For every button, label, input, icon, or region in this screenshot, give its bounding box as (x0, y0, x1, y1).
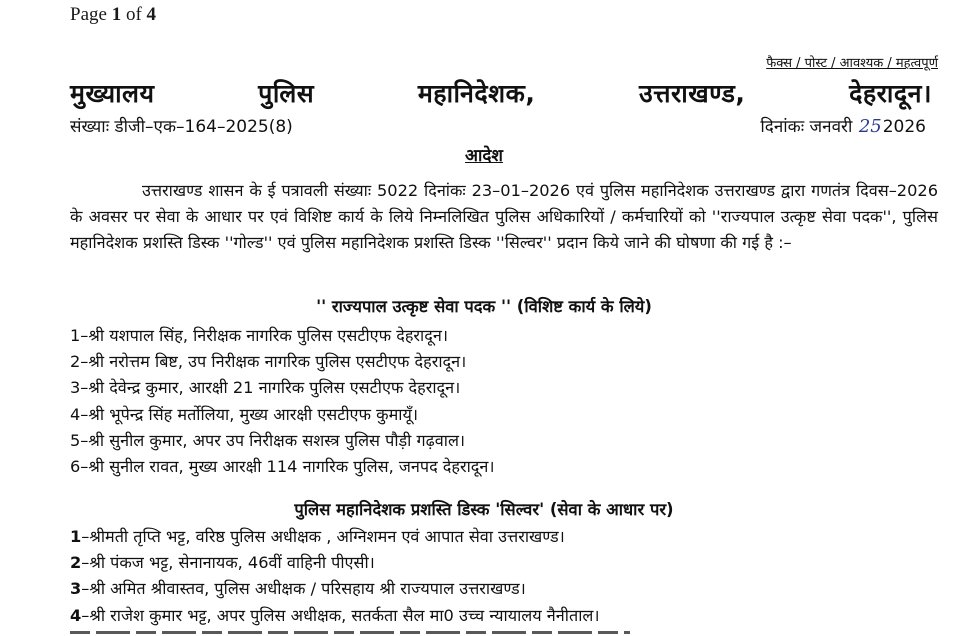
list-item (70, 603, 950, 629)
list-item-text: –श्री अमित श्रीवास्तव, पुलिस अधीक्षक / परिसहाय श्री राज्यपाल उत्तराखण्ड। (81, 579, 526, 599)
list-item: 5–श्री सुनील कुमार, अपर उप निरीक्षक सशस्त्र पुलिस पौड़ी गढ़वाल। (70, 430, 466, 450)
list-item-number: 2 (70, 553, 82, 573)
page-current: 1 (111, 4, 122, 25)
governor-medal-list (70, 323, 950, 480)
list-item-number: 1 (70, 527, 82, 546)
list-item-text: –श्रीमती तृप्ति भट्ट, वरिष्ठ पुलिस अधीक्षक , अग्निशमन एवं आपात सेवा उत्तराखण्ड। (81, 527, 565, 546)
letterhead-word-2: पुलिस (258, 79, 315, 108)
letterhead-word-3: महानिदेशक, (417, 79, 536, 108)
list-item (70, 550, 950, 576)
list-item-number: 4 (70, 605, 82, 625)
list-item: 3–श्री देवेन्द्र कुमार, आरक्षी 21 नागरिक पुलिस एसटीएफ देहरादून। (70, 378, 461, 398)
list-item (70, 576, 950, 602)
reference-number: संख्याः डीजी–एक–164–2025(8) (70, 117, 293, 137)
letterhead-word-1: मुख्यालय (70, 79, 155, 108)
list-item-text: –श्री पंकज भट्ट, सेनानायक, 46वीं वाहिनी पीएसी। (81, 553, 375, 573)
section-heading-silver-disc: पुलिस महानिदेशक प्रशस्ति डिस्क 'सिल्वर' (सेवा के आधार पर) (294, 500, 674, 519)
date-day-handwritten: 25 (858, 116, 882, 137)
cropped-next-line (70, 628, 630, 636)
list-item-text: –श्री राजेश कुमार भट्ट, अपर पुलिस अधीक्षक, सतर्कता सैल मा0 उच्च न्यायालय नैनीताल। (81, 605, 600, 625)
date-label: दिनांकः जनवरी (760, 117, 853, 137)
page-total: 4 (146, 4, 157, 25)
section-heading-governor-medal: '' राज्यपाल उत्कृष्ट सेवा पदक '' (विशिष्ट कार्य के लिये) (316, 297, 652, 316)
silver-disc-list (70, 524, 950, 629)
letterhead-word-5: देहरादून। (849, 79, 932, 108)
list-item-number: 3 (70, 579, 82, 599)
intro-paragraph: उत्तराखण्ड शासन के ई पत्रावली संख्याः 5022 दिनांकः 23–01–2026 एवं पुलिस महानिदेशक उत्तराखण्ड द्वारा गणतंत्र दिवस–2026 के अवसर पर सेवा के आधार पर एवं विशिष्ट कार्य के लिये निम्नलिखित पुलिस अधिकारियों / कर्मचारियों को ''राज्यपाल उत्कृष्ट सेवा पदक'', पुलिस महानिदेशक प्रशस्ति डिस्क ''गोल्ड'' एवं पुलिस महानिदेशक प्रशस्ति डिस्क ''सिल्वर'' प्रदान किये जाने की घोषणा की गई है :– (70, 181, 938, 252)
page-label: Page (70, 4, 107, 25)
page-of: of (125, 4, 142, 25)
date-year: 2026 (882, 117, 926, 137)
page-number (70, 4, 156, 26)
letterhead-word-4: उत्तराखण्ड, (639, 79, 746, 108)
list-item: 4–श्री भूपेन्द्र सिंह मर्तोलिया, मुख्य आरक्षी एसटीएफ कुमायूँ। (70, 404, 418, 424)
list-item: 1–श्री यशपाल सिंह, निरीक्षक नागरिक पुलिस एसटीएफ देहरादून। (70, 326, 448, 345)
classification-line: फैक्स / पोस्ट / आवश्यक / महत्वपूर्ण (766, 56, 938, 71)
order-date (760, 114, 926, 137)
letterhead (70, 76, 932, 110)
list-item: 6–श्री सुनील रावत, मुख्य आरक्षी 114 नागरिक पुलिस, जनपद देहरादून। (70, 456, 495, 476)
list-item: 2–श्री नरोत्तम बिष्ट, उप निरीक्षक नागरिक पुलिस एसटीएफ देहरादून। (70, 352, 467, 372)
list-item (70, 524, 950, 550)
order-title: आदेश (465, 146, 503, 166)
